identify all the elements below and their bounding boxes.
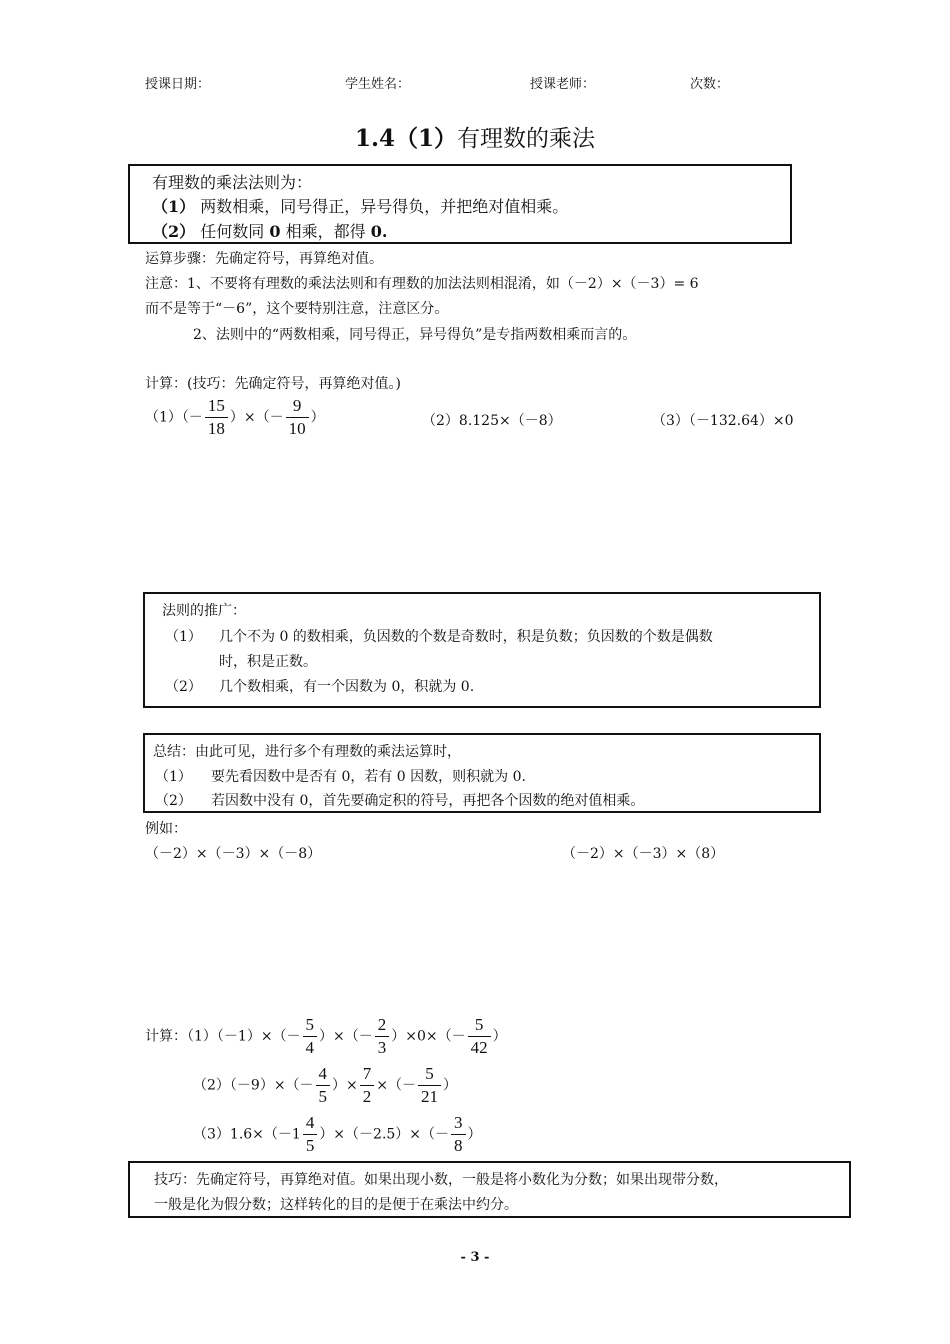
rule-item-1	[152, 194, 568, 217]
example-2: （－2）×（－3）×（8）	[562, 846, 725, 862]
fraction-numerator: 5	[418, 1063, 441, 1086]
extension-item-1-text-a: 几个不为 0 的数相乘，负因数的个数是奇数时，积是负数；负因数的个数是偶数	[219, 629, 713, 645]
q1-a: （1）（－1）×（－	[187, 1028, 301, 1045]
calc2-label: 计算：	[145, 1028, 187, 1045]
fraction	[316, 1063, 331, 1108]
fraction	[303, 1014, 318, 1059]
fraction	[375, 1014, 390, 1059]
q3-b: ）×（－2.5）×（－	[319, 1126, 450, 1143]
rule-item-2	[152, 219, 387, 242]
fraction-denominator: 21	[421, 1087, 439, 1106]
fraction-denominator: 8	[454, 1136, 463, 1155]
example-label: 例如：	[145, 821, 187, 837]
q3-c: ）	[467, 1126, 482, 1143]
calc1-problem-3: （3）（－132.64）×0	[652, 413, 794, 429]
p1-mid: ）×（－	[229, 409, 284, 426]
rule-item-2-text-b: 相乘，都得	[285, 222, 366, 241]
q2-b: ）×	[332, 1077, 358, 1094]
summary-item-2-tag: （2）	[155, 793, 192, 809]
fraction-numerator: 4	[303, 1112, 318, 1135]
page-number: - 3 -	[460, 1250, 490, 1265]
fraction-numerator: 4	[316, 1063, 331, 1086]
rule-item-2-text-a: 任何数同	[200, 222, 265, 241]
extension-item-1-text-b: 时，积是正数。	[219, 654, 317, 670]
fraction-denominator: 3	[377, 1038, 387, 1057]
rule-box	[128, 164, 792, 244]
fraction-numerator: 7	[360, 1063, 375, 1086]
rule-item-2-tag: （2）	[152, 222, 196, 241]
fraction	[286, 395, 309, 440]
date-label: 授课日期：	[145, 77, 211, 92]
tip-line-2: 一般是化为假分数；这样转化的目的是便于在乘法中约分。	[154, 1197, 518, 1213]
title-number: 1.4（1）	[354, 125, 458, 152]
fraction-denominator: 5	[318, 1087, 328, 1106]
fraction	[205, 395, 228, 440]
count-label: 次数：	[690, 77, 730, 92]
fraction-numerator: 5	[468, 1014, 491, 1037]
fraction	[360, 1063, 375, 1108]
fraction-denominator: 5	[305, 1136, 315, 1155]
summary-item-1-text: 要先看因数中是否有 0，若有 0 因数，则积就为 0.	[211, 769, 526, 785]
calc1-problem-2: （2）8.125×（－8）	[422, 413, 562, 429]
rule-item-2-end: 0.	[370, 222, 388, 241]
tip-box	[128, 1161, 851, 1218]
page-title	[0, 120, 950, 153]
rule-item-1-text: 两数相乘，同号得正，异号得负，并把绝对值相乘。	[200, 197, 569, 216]
title-text: 有理数的乘法	[457, 126, 596, 152]
extension-item-2-tag: （2）	[165, 679, 202, 695]
teacher-label: 授课老师：	[530, 77, 596, 92]
fraction-numerator: 3	[451, 1112, 466, 1135]
fraction-denominator: 42	[470, 1038, 488, 1057]
q2-d: ）	[443, 1077, 458, 1094]
q2-c: ×（－	[376, 1077, 417, 1094]
student-name-label: 学生姓名：	[345, 77, 411, 92]
q1-d: ）	[492, 1028, 507, 1045]
fraction-denominator: 4	[305, 1038, 315, 1057]
calc2-problem-3	[193, 1112, 482, 1157]
fraction-denominator: 10	[288, 419, 306, 438]
extension-box	[143, 592, 821, 708]
note-1a: 注意：1、不要将有理数的乘法法则和有理数的加法法则相混淆，如（－2）×（－3）= 6	[145, 276, 699, 292]
calc2-problem-2	[193, 1063, 457, 1108]
rule-item-1-tag: （1）	[152, 197, 196, 216]
summary-item-1-tag: （1）	[155, 769, 192, 785]
fraction-numerator: 5	[303, 1014, 318, 1037]
note-1b: 而不是等于“－6”，这个要特别注意，注意区分。	[145, 301, 449, 317]
tip-line-1: 技巧：先确定符号，再算绝对值。如果出现小数，一般是将小数化为分数；如果出现带分数，	[154, 1172, 728, 1188]
summary-item-2-text: 若因数中没有 0，首先要确定积的符号，再把各个因数的绝对值相乘。	[211, 793, 645, 809]
p1-suffix: ）	[310, 409, 325, 426]
p1-prefix: （1）（－	[145, 409, 203, 426]
fraction-numerator: 9	[286, 395, 309, 418]
extension-heading: 法则的推广：	[162, 603, 246, 619]
fraction-numerator: 15	[205, 395, 228, 418]
steps-text: 运算步骤：先确定符号，再算绝对值。	[145, 251, 383, 267]
extension-item-2-text: 几个数相乘，有一个因数为 0，积就为 0.	[219, 679, 475, 695]
fraction-denominator: 18	[207, 419, 225, 438]
rule-heading: 有理数的乘法法则为：	[152, 173, 313, 192]
calc1-heading: 计算：(技巧：先确定符号，再算绝对值。)	[145, 376, 401, 392]
example-1: （－2）×（－3）×（－8）	[145, 846, 322, 862]
calc1-problem-1	[145, 395, 325, 440]
fraction-numerator: 2	[375, 1014, 390, 1037]
fraction	[418, 1063, 441, 1108]
note-2: 2、法则中的“两数相乘，同号得正，异号得负”是专指两数相乘而言的。	[193, 327, 637, 343]
summary-box	[143, 733, 821, 813]
q2-a: （2）（－9）×（－	[193, 1077, 314, 1094]
rule-item-2-zero: 0	[269, 222, 281, 241]
fraction	[451, 1112, 466, 1157]
calc2-problem-1	[145, 1014, 507, 1059]
q3-a: （3）1.6×（－1	[193, 1126, 301, 1143]
fraction	[303, 1112, 318, 1157]
extension-item-1-tag: （1）	[165, 629, 202, 645]
q1-b: ）×（－	[319, 1028, 373, 1045]
q1-c: ）×0×（－	[391, 1028, 466, 1045]
summary-heading: 总结：由此可见，进行多个有理数的乘法运算时，	[153, 744, 461, 760]
fraction	[468, 1014, 491, 1059]
fraction-denominator: 2	[362, 1087, 372, 1106]
